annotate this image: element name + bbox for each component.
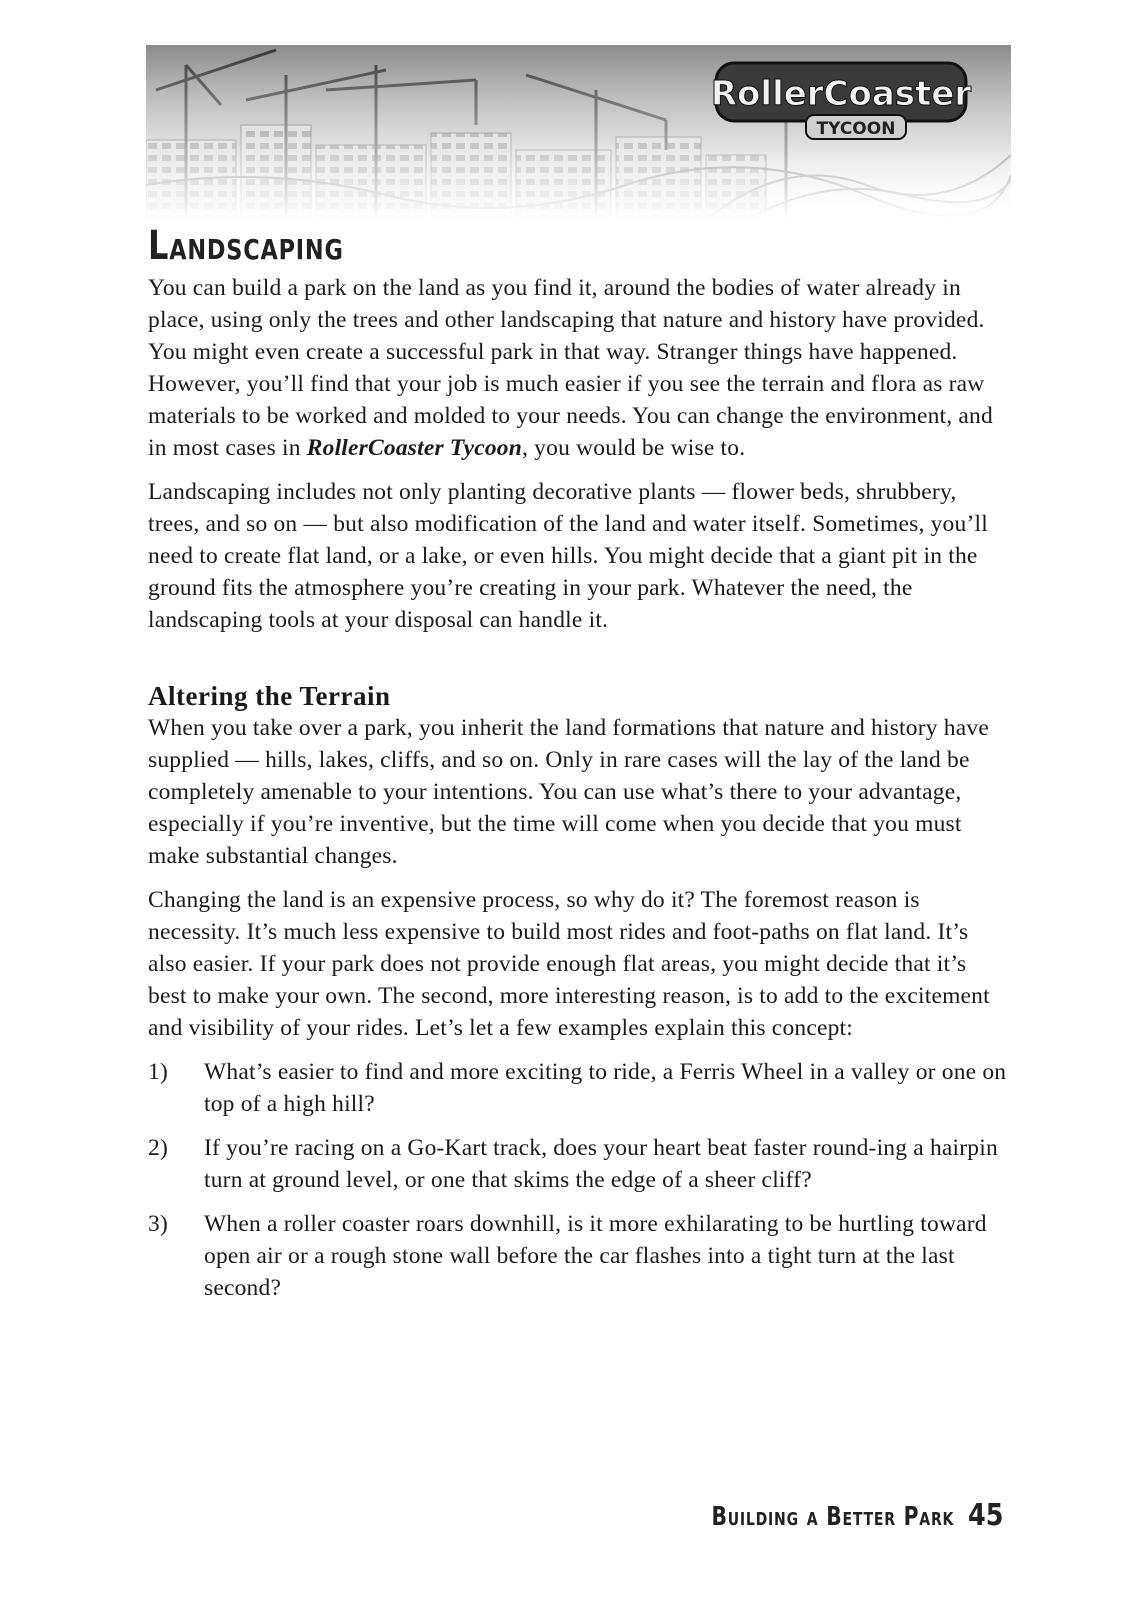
intro-text-part: You can build a park on the land as you find it, around the bodies of water already in place, using only the trees and other landscaping that nature and history have provided. You might even create a successful park in that way. Stranger things have happened. However, you’ll find that your job is much easier if you see the terrain and flora as raw materials to be worked and molded to your needs. You can change the environment, and in most cases in	[148, 275, 993, 461]
construction-skyline-illustration	[146, 45, 1011, 220]
list-item	[148, 1208, 1008, 1304]
list-item-number: 3)	[148, 1211, 168, 1237]
section-heading: Altering the Terrain	[148, 681, 391, 711]
list-item-text: What’s easier to find and more exciting to ride, a Ferris Wheel in a valley or one on top of a high hill?	[204, 1059, 1007, 1117]
footer-section-name: Building a Better Park	[711, 1502, 955, 1532]
main-content	[148, 272, 1008, 1316]
list-item-text: If you’re racing on a Go-Kart track, does your heart beat faster round-ing a hairpin turn at ground level, or one that skims the edge of a sheer cliff?	[204, 1135, 998, 1193]
terrain-paragraph-1: When you take over a park, you inherit the land formations that nature and history have supplied — hills, lakes, cliffs, and so on. Only in rare cases will the lay of the land be completely amenable to your intentions. You can use what’s there to your advantage, especially if you’re inventive, but the time will come when you decide that you must make substantial changes.	[148, 715, 989, 869]
game-title-emphasis: RollerCoaster Tycoon	[306, 435, 523, 461]
intro-text-end: , you would be wise to.	[522, 435, 746, 461]
list-item	[148, 1056, 1008, 1120]
landscaping-paragraph: Landscaping includes not only planting decorative plants — flower beds, shrubbery, trees, and so on — but also modification of the land and water itself. Sometimes, you’ll need to create flat land, or a lake, or even hills. You might decide that a giant pit in the ground fits the atmosphere you’re creating in your park. Whatever the need, the landscaping tools at your disposal can handle it.	[148, 479, 988, 633]
examples-list	[148, 1056, 1008, 1304]
logo-wordmark: RollerCoaster	[710, 74, 972, 114]
list-item	[148, 1132, 1008, 1196]
header-banner	[146, 45, 1011, 220]
intro-paragraph	[148, 272, 1008, 464]
list-item-text: When a roller coaster roars downhill, is it more exhilarating to be hurtling toward open air or a rough stone wall before the car flashes into a tight turn at the last second?	[204, 1211, 987, 1301]
list-item-number: 1)	[148, 1059, 168, 1085]
list-item-number: 2)	[148, 1135, 168, 1161]
terrain-paragraph-2: Changing the land is an expensive process, so why do it? The foremost reason is necessity. It’s much less expensive to build most rides and foot-paths on flat land. It’s also easier. If your park does not provide enough flat areas, you might decide that it’s best to make your own. The second, more interesting reason, is to add to the excitement and visibility of your rides. Let’s let a few examples explain this concept:	[148, 887, 990, 1041]
page-title: Landscaping	[148, 223, 344, 269]
page-number: 45	[968, 1498, 1004, 1533]
page-footer	[643, 1498, 1010, 1533]
logo-subtitle: TYCOON	[816, 119, 896, 139]
